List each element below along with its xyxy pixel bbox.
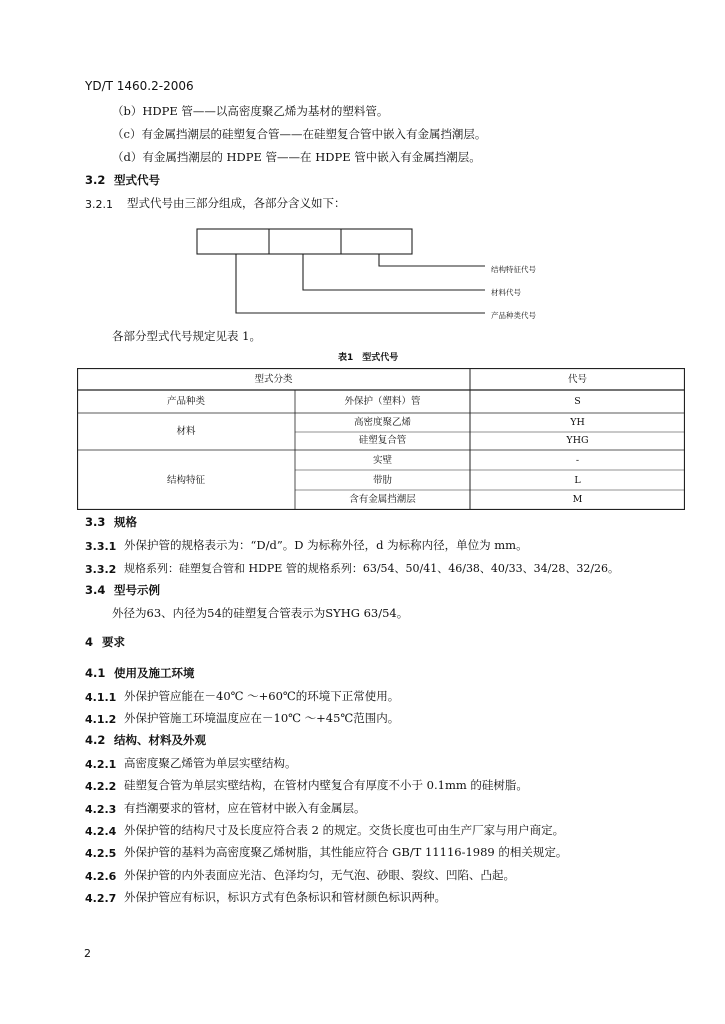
clause-number: 4.2.7 xyxy=(85,892,117,905)
section-4-title: 要求 xyxy=(102,635,125,649)
section-3-3-2-text: 规格系列：硅塑复合管和 HDPE 管的规格系列：63/54、50/41、46/38、40/33、34/28、32/26。 xyxy=(124,562,620,575)
cell-category: 产品种类 xyxy=(166,396,205,407)
section-4-2-number: 4.2 xyxy=(85,733,106,747)
section-4-1-title: 使用及施工环境 xyxy=(114,666,195,680)
clause-number: 4.2.3 xyxy=(85,803,117,816)
section-3-2-title: 型式代号 xyxy=(114,173,160,187)
cell-category: 结构特征 xyxy=(166,475,205,486)
section-4-1-1-number: 4.1.1 xyxy=(85,691,117,704)
clause-number: 4.2.2 xyxy=(85,780,117,793)
clause-text: 有挡潮要求的管材，应在管材中嵌入有金属层。 xyxy=(124,801,366,815)
clause-text: 外保护管的基料为高密度聚乙烯树脂，其性能应符合 GB/T 11116-1989 的相关规定。 xyxy=(124,845,568,859)
cell-code: M xyxy=(572,494,583,505)
section-4-1-2-text: 外保护管施工环境温度应在－10℃ ～+45℃范围内。 xyxy=(124,711,400,725)
cell-code: YHG xyxy=(566,435,589,446)
section-3-2-1-text: 型式代号由三部分组成，各部分含义如下： xyxy=(127,196,346,210)
leader-line-product xyxy=(236,254,485,313)
clause-text: 硅塑复合管为单层实壁结构，在管材内壁复合有厚度不小于 0.1mm 的硅树脂。 xyxy=(124,778,528,792)
cell-code: L xyxy=(574,475,581,486)
section-3-3-2-number: 3.3.2 xyxy=(85,563,117,576)
cell-item: 实壁 xyxy=(372,455,392,466)
clause-text: 外保护管的结构尺寸及长度应符合表 2 的规定。交货长度也可由生产厂家与用户商定。 xyxy=(124,823,565,837)
section-3-2-number: 3.2 xyxy=(85,173,106,187)
table-caption: 表1 型式代号 xyxy=(338,353,399,363)
cell-item: 硅塑复合管 xyxy=(358,435,407,446)
section-4-1-1-text: 外保护管应能在－40℃ ～+60℃的环境下正常使用。 xyxy=(124,689,400,703)
section-4-1-2-number: 4.1.2 xyxy=(85,713,117,726)
diagram-label-material: 材料代号 xyxy=(491,288,521,297)
clause-text: 外保护管的内外表面应光洁、色泽均匀，无气泡、砂眼、裂纹、凹陷、凸起。 xyxy=(124,868,515,882)
section-4-number: 4 xyxy=(85,635,94,649)
cell-item: 外保护（塑料）管 xyxy=(344,396,421,407)
section-4-2-title: 结构、材料及外观 xyxy=(114,733,206,747)
clause-number: 4.2.4 xyxy=(85,825,117,838)
section-3-3-number: 3.3 xyxy=(85,515,106,529)
cell-item: 含有金属挡潮层 xyxy=(349,494,416,505)
header-code: 代号 xyxy=(567,374,587,385)
header-classification: 型式分类 xyxy=(254,374,293,385)
code-structure-diagram xyxy=(0,0,725,330)
clause-text: 外保护管应有标识，标识方式有色条标识和管材颜色标识两种。 xyxy=(124,890,446,904)
clause-text: 高密度聚乙烯管为单层实壁结构。 xyxy=(124,756,297,770)
section-3-4-title: 型号示例 xyxy=(114,583,160,597)
cell-item: 高密度聚乙烯 xyxy=(353,417,411,428)
cell-category: 材料 xyxy=(176,426,196,437)
clause-number: 4.2.1 xyxy=(85,758,117,771)
example-text: 外径为63、内径为54的硅塑复合管表示为SYHG 63/54。 xyxy=(112,606,409,620)
cell-code: YH xyxy=(570,417,585,428)
diagram-label-structure: 结构特征代号 xyxy=(491,265,536,274)
type-code-table xyxy=(77,368,685,510)
section-3-3-1-number: 3.3.1 xyxy=(85,540,117,553)
intro-item-d: （d）有金属挡潮层的 HDPE 管——在 HDPE 管中嵌入有金属挡潮层。 xyxy=(112,150,481,164)
cell-code: S xyxy=(574,396,581,407)
code-box-outline xyxy=(197,229,412,254)
section-3-3-1-text: 外保护管的规格表示为：“D/d”。D 为标称外径，d 为标称内径，单位为 mm。 xyxy=(124,538,528,552)
leader-line-structure xyxy=(379,254,485,266)
cell-item: 带肋 xyxy=(372,475,392,486)
section-3-4-number: 3.4 xyxy=(85,583,106,597)
diagram-label-product: 产品种类代号 xyxy=(491,311,536,320)
intro-item-b: （b）HDPE 管——以高密度聚乙烯为基材的塑料管。 xyxy=(112,104,389,118)
clause-number: 4.2.5 xyxy=(85,847,117,860)
section-3-2-1-number: 3.2.1 xyxy=(85,198,113,211)
intro-item-c: （c）有金属挡潮层的硅塑复合管——在硅塑复合管中嵌入有金属挡潮层。 xyxy=(112,127,487,141)
table-reference-text: 各部分型式代号规定见表 1。 xyxy=(112,329,261,343)
clause-number: 4.2.6 xyxy=(85,870,117,883)
page-number: 2 xyxy=(84,947,91,960)
cell-code: - xyxy=(575,455,580,466)
section-4-1-number: 4.1 xyxy=(85,666,106,680)
section-3-3-title: 规格 xyxy=(114,515,137,529)
leader-line-material xyxy=(303,254,485,290)
document-code: YD/T 1460.2-2006 xyxy=(85,79,194,93)
